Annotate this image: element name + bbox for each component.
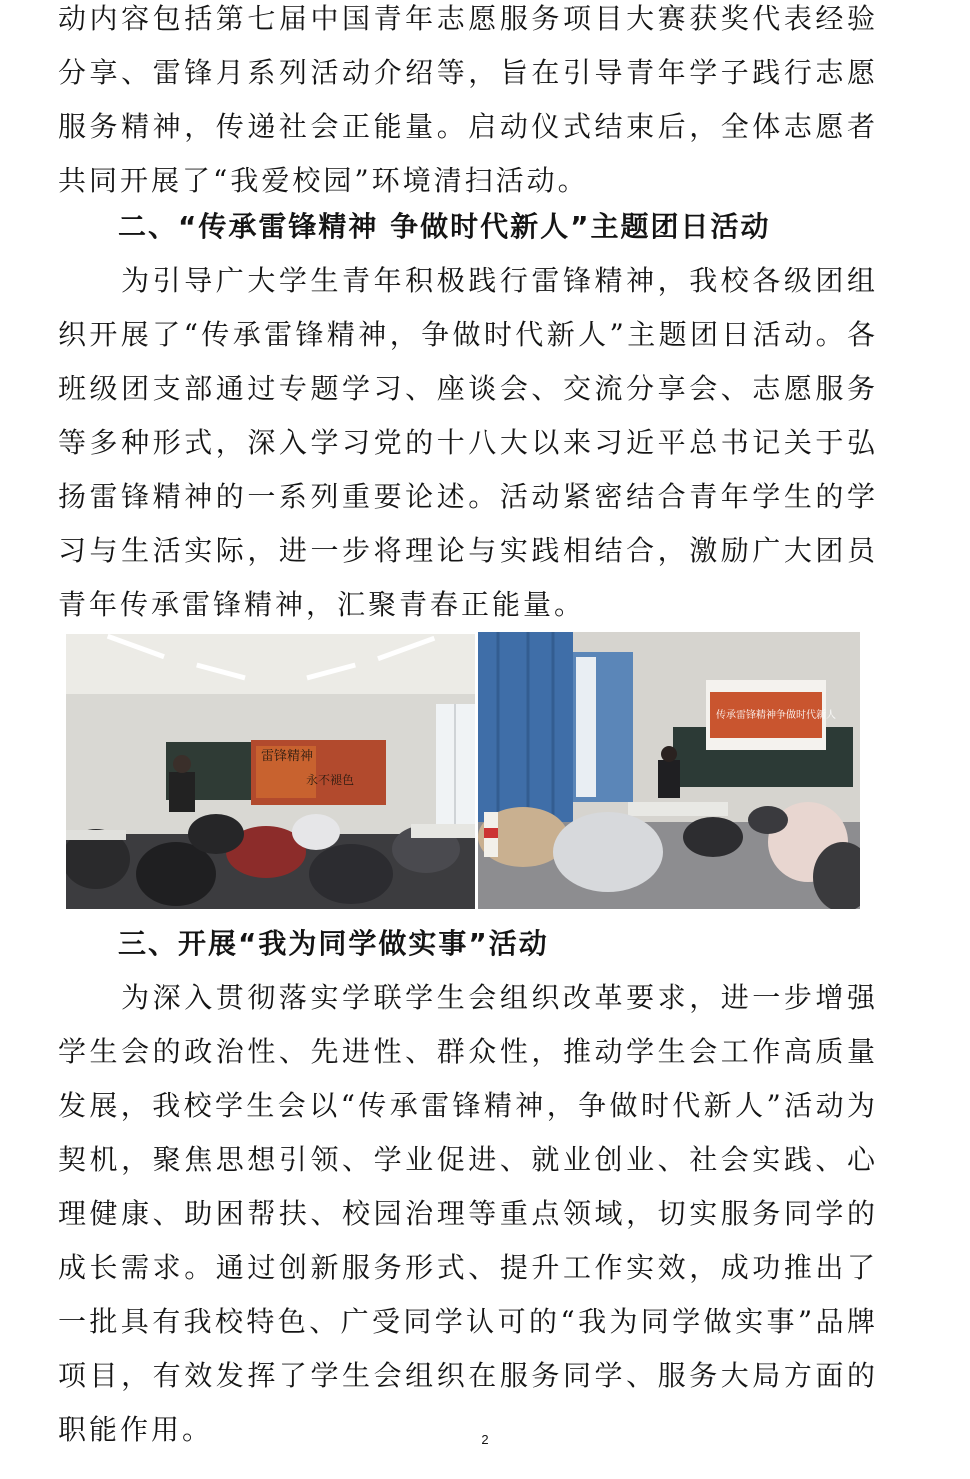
page-number: 2 bbox=[481, 1432, 489, 1447]
photo-classroom-right bbox=[478, 632, 860, 909]
left-screen-line1: 雷锋精神 bbox=[261, 749, 314, 764]
section-heading-2: 二、“传承雷锋精神 争做时代新人”主题团日活动 bbox=[118, 210, 771, 243]
section-heading-3: 三、开展“我为同学做实事”活动 bbox=[118, 927, 549, 960]
right-screen-title: 传承雷锋精神争做时代新人 bbox=[716, 710, 836, 721]
paragraph-theme-day: 为引导广大学生青年积极践行雷锋精神，我校各级团组织开展了“传承雷锋精神，争做时代新人”主题团日活动。各班级团支部通过专题学习、座谈会、交流分享会、志愿服务等多种形式，深入学习党的十八大以来习近平总书记关于弘扬雷锋精神的一系列重要论述。活动紧密结合青年学生的学习与生活实际，进一步将理论与实践相结合，激励广大团员青年传承雷锋精神，汇聚青春正能量。 bbox=[58, 264, 878, 621]
left-screen-line2: 永不褪色 bbox=[306, 773, 355, 787]
paragraph-volunteer-intro: 动内容包括第七届中国青年志愿服务项目大赛获奖代表经验分享、雷锋月系列活动介绍等，旨在引导青年学子践行志愿服务精神，传递社会正能量。启动仪式结束后，全体志愿者共同开展了“我爱校园”环境清扫活动。 bbox=[58, 2, 878, 197]
photo-classroom-left bbox=[66, 634, 475, 909]
paragraph-student-union: 为深入贯彻落实学联学生会组织改革要求，进一步增强学生会的政治性、先进性、群众性，推动学生会工作高质量发展，我校学生会以“传承雷锋精神，争做时代新人”活动为契机，聚焦思想引领、学业促进、就业创业、社会实践、心理健康、助困帮扶、校园治理等重点领域，切实服务同学的成长需求。通过创新服务形式、提升工作实效，成功推出了一批具有我校特色、广受同学认可的“我为同学做实事”品牌项目，有效发挥了学生会组织在服务同学、服务大局方面的职能作用。 bbox=[58, 981, 878, 1446]
